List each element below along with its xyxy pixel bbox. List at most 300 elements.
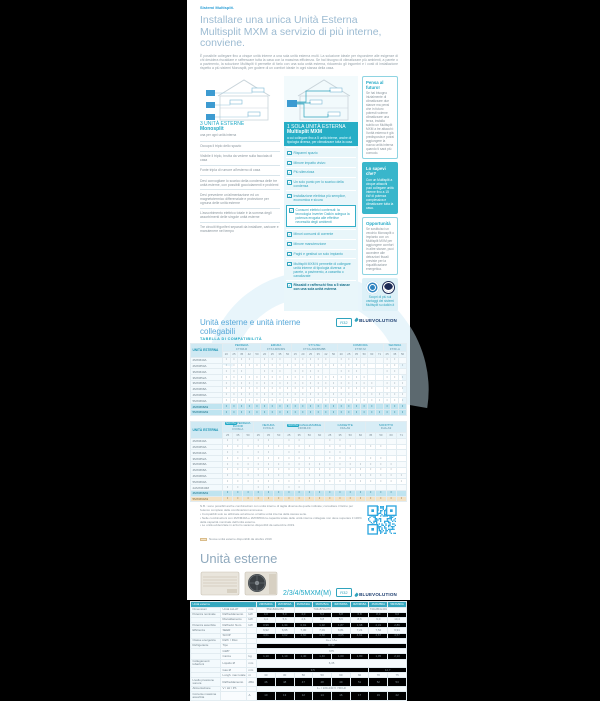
compat-dot-cell: • [376,479,386,485]
size-header-cell: 60 [368,352,376,358]
cons-item: Devi prevedere un'alimentazione ed un magnetotermico differenziale e protezione per ognuna delle unità esterne [200,189,280,207]
compat-dot-cell: • [366,456,376,462]
compat-dot-cell: • [345,357,353,363]
compat-dot-cell: • [314,386,322,392]
spec-value-cell: 6,8 [313,618,332,623]
spec-row-label: Refrigerante [191,643,221,648]
compat-dot-cell: • [233,485,243,491]
compat-dot-cell: • [223,398,231,404]
compat-dot-cell: • [243,479,253,485]
spec-row-unit: kW [247,623,257,628]
compat-dot-cell: • [253,381,261,387]
compat-dot-cell: • [330,386,338,392]
compat-dot-cell: • [386,479,396,485]
compat-dot-cell: • [223,461,233,467]
compat-dot-cell: • [245,375,253,381]
spec-row-sublabel: GWP [221,649,247,654]
compat-dot-cell: • [233,479,243,485]
compat-dot-cell: • [360,404,368,410]
compat-dot-cell: • [274,444,284,450]
compat-dot-cell: • [276,375,284,381]
spec-row-unit: kW [247,618,257,623]
checkmark-icon: ✓ [288,232,292,238]
compat-dot-cell: • [355,467,365,473]
compat-dot-cell: • [230,398,238,404]
page-header [187,0,410,71]
compat-dot-cell: • [335,490,345,496]
spec-value-cell: 50 [294,673,313,678]
outdoor-model-cell: 3MXM68A [191,461,223,467]
compat-dot-cell: • [243,473,253,479]
multisplit-title [287,125,355,136]
compat-dot-cell: • [261,404,269,410]
compat-dot-cell: • [396,479,406,485]
pros-item [286,177,356,190]
compat-dot-cell: • [314,375,322,381]
compat-dot-cell: • [243,456,253,462]
spec-value-cell: 5,2 [313,612,332,617]
badges-panel [362,278,398,311]
spec-row-label: Classe energetica [191,638,221,643]
compat-dot-cell: • [304,473,314,479]
outdoor-unit-photo-front [200,570,240,597]
compat-dot-cell: • [345,363,353,369]
spec-value-cell: 1,32 [313,623,332,628]
compat-dot-cell: • [274,490,284,496]
size-header-cell: 50 [360,352,368,358]
compat-dot-cell: • [314,357,322,363]
compat-dot-cell: • [291,404,299,410]
spec-row-sublabel [221,692,247,701]
compat-dot-cell: • [368,392,376,398]
compat-dot-cell: • [268,404,276,410]
compat-dot-cell: • [284,485,294,491]
compat-dot-cell: • [245,381,253,387]
compat-dot-cell: • [233,496,243,502]
compat-dot-cell: • [325,479,335,485]
bluevolution-label: BLUEVOLUTION [359,592,397,598]
spec-value-cell: 2,31 [369,623,388,628]
qr-code [367,505,397,535]
compat-dot-cell: • [345,461,355,467]
spec-value-cell: 46 [257,678,276,687]
compat-dot-cell: • [368,386,376,392]
spec-value-cell: 47 [294,678,313,687]
r32-chip: R32 [336,318,351,327]
compat-dot-cell: • [391,369,399,375]
compat-dot-cell: • [291,392,299,398]
size-header-cell: 50 [274,433,284,439]
compat-dot-cell: • [261,392,269,398]
compat-dot-cell: • [238,392,246,398]
spec-row-sublabel: V / Hz / Ph [221,687,247,692]
outdoor-unit-photo-angled [244,570,278,597]
compat-dot-cell: • [307,398,315,404]
spec-value-cell: 30 [275,673,294,678]
compat-dot-cell: • [284,444,294,450]
compat-dot-cell: • [230,357,238,363]
spec-value-cell: 6,8 [331,612,350,617]
compat-dot-cell: • [263,479,273,485]
compat-dot-cell: • [284,375,292,381]
compat-dot-cell: • [261,409,269,415]
compat-dot-cell: • [238,404,246,410]
spec-value-cell: 734x954x401 [350,607,406,612]
compat-dot-cell: • [383,409,391,415]
compat-dot-cell: • [276,398,284,404]
spec-row-label: Dimensioni [191,607,221,612]
spec-value-cell: 10,4 [388,618,407,623]
compat-dot-cell: • [391,392,399,398]
compat-dot-cell: • [353,392,361,398]
table-corner-label: UNITÀ ESTERNA [191,421,223,438]
spec-value-cell: 60 [331,673,350,678]
compat-dot-cell: • [322,357,330,363]
compat-dot-cell: • [230,375,238,381]
spec-row-unit: mm [247,668,257,673]
spec-value-cell: 19 [369,692,388,701]
compat-dot-cell: • [243,496,253,502]
compat-dot-cell: • [261,381,269,387]
outdoor-units-section [187,551,410,700]
note-line: N.B.: sono possibili anche combinazioni con unità interne di taglia diversa da quelle indicate; consultare il listino per l'elenco completo delle combinazioni ammesse. [200,504,354,513]
outdoor-model-cell: 4MXM80A [191,473,223,479]
spec-row-sublabel: Gas Ø [221,668,247,673]
compat-dot-cell: • [314,461,324,467]
size-header-cell: 20 [299,352,307,358]
compat-dot-cell: • [383,381,391,387]
compat-dot-cell: • [274,461,284,467]
compat-dot-cell: • [325,444,335,450]
compat-dot-cell: • [253,444,263,450]
compat-dot-cell: • [391,404,399,410]
compat-dot-cell: • [284,496,294,502]
spec-value-cell: 6,92 [257,628,276,633]
compat-dot-cell: • [366,496,376,502]
compat-dot-cell: • [337,392,345,398]
compat-dot-cell: • [376,456,386,462]
compat-dot-cell: • [294,444,304,450]
compat-dot-cell: • [345,456,355,462]
compat-dot-cell: • [263,456,273,462]
spec-row-label: Livello pressione sonora [191,678,221,687]
compat-dot-cell: • [360,392,368,398]
compat-dot-cell: • [345,386,353,392]
compat-dot-cell: • [294,485,304,491]
monosplit-cons-list [200,141,280,236]
spec-value-cell: 0,99 [257,623,276,628]
compat-dot-cell: • [274,496,284,502]
spec-model-header: 5MXM90A [388,602,407,607]
compat-dot-cell: • [294,496,304,502]
compat-dot-cell: • [355,479,365,485]
compat-dot-cell: • [268,398,276,404]
spec-value-cell: 4,0 [294,612,313,617]
compat-dot-cell: • [274,456,284,462]
compat-dot-cell: • [291,369,299,375]
compat-dot-cell: • [223,450,233,456]
compat-dot-cell: • [325,490,335,496]
badges-caption: Scopri di più sui vantaggi dei sistemi Multisplit su daikin.it [365,295,395,307]
compat-dot-cell: • [335,473,345,479]
compat-dot-cell: • [383,392,391,398]
compat-dot-cell: • [322,381,330,387]
cons-item: Devi convogliare lo scarico della condensa delle tre unità esterne, con possibili gocciolamenti e problemi [200,175,280,189]
compat-dot-cell: • [268,409,276,415]
size-header-cell: 60 [386,433,396,439]
spec-value-cell: 1,40 [313,654,332,659]
pros-item-label: Più silenziosa [293,170,315,175]
compat-dot-cell: • [386,490,396,496]
spec-table [190,601,407,700]
compat-dot-cell: • [299,404,307,410]
spec-row-unit: A [247,692,257,701]
spec-value-cell: 12 [294,692,313,701]
future-box [362,76,398,160]
outdoor-model-cell: 4MXM68A9 [191,404,223,410]
size-header-cell: 35 [294,433,304,439]
compat-dot-cell: • [223,409,231,415]
indoor-series-header: NOVITÀPERFERA FLOOR FVXM-A [223,421,254,432]
product-row [200,570,397,597]
compat-dot-cell: • [307,404,315,410]
future-box-title: Pensa al futuro! [366,79,384,90]
compat-dot-cell: • [335,479,345,485]
compat-dot-cell: • [223,363,231,369]
compat-dot-cell: • [391,381,399,387]
compat-dot-cell: • [345,490,355,496]
compat-dot-cell: • [268,375,276,381]
compat-dot-cell: • [391,363,399,369]
compat-dot-cell: • [299,386,307,392]
multisplit-column [284,76,358,311]
compat-dot-cell: • [314,404,322,410]
compat-dot-cell: • [399,381,407,387]
badges-row [365,281,395,294]
compat-dot-cell: • [291,409,299,415]
compat-dot-cell: • [360,398,368,404]
spec-row [191,659,407,668]
spec-value-cell: 1,60 [331,654,350,659]
compat-dot-cell: • [337,381,345,387]
compat-dot-cell: • [353,363,361,369]
compat-dot-cell: • [376,467,386,473]
compat-dot-cell: • [304,444,314,450]
spec-value-cell: 52 [369,678,388,687]
compat-dot-cell: • [386,461,396,467]
spec-value-cell: 50 [313,673,332,678]
pros-item-label: Multisplit MXM ti permette di collegare unità interne di tipologia diversa: a parete, a pavimento, a cassetta o canalizzate [293,261,351,278]
compat-dot-cell: • [284,392,292,398]
compat-dot-cell: • [386,473,396,479]
compat-dot-cell: • [345,473,355,479]
spec-row-sublabel: Unità AxLxP [221,607,247,612]
size-header-cell: 50 [399,352,407,358]
compat-dot-cell: • [276,381,284,387]
spec-value-cell: 2,86 [388,623,407,628]
compat-dot-cell: • [238,369,246,375]
compat-dot-cell: • [299,357,307,363]
compat-dot-cell: • [223,369,231,375]
cons-item: Occupa il triplo dello spazio [200,141,280,151]
spec-value-cell: 1,80 [350,654,369,659]
compat-dot-cell: • [355,461,365,467]
compat-dot-cell: • [284,467,294,473]
multisplit-header [284,122,358,147]
compatibility-table-wall-units [190,343,407,416]
compat-dot-cell: • [268,357,276,363]
size-header-cell: 50 [243,433,253,439]
compat-dot-cell: • [268,392,276,398]
compat-dot-cell: • [307,363,315,369]
size-header-cell: 60 [355,433,365,439]
compat-dot-cell: • [284,404,292,410]
spec-value-cell: 4,67 [369,633,388,638]
compat-dot-cell: • [391,357,399,363]
compat-dot-cell: • [307,392,315,398]
pros-item [286,229,356,239]
compat-dot-cell: • [284,398,292,404]
size-header-cell: 50 [376,433,386,439]
compat-dot-cell: • [360,363,368,369]
spec-value-cell: 2,10 [388,654,407,659]
compat-dot-cell: • [345,409,353,415]
size-header-cell: 25 [253,433,263,439]
cons-item: Tre circuiti frigoriferi separati da installare, caricare e manutenere nel tempo [200,222,280,236]
outdoor-model-cell: 5MXM90A [191,398,223,404]
compat-dot-cell: • [253,398,261,404]
spec-value-cell: 8,6 [350,618,369,623]
compat-dot-cell: • [291,398,299,404]
compat-dot-cell: • [396,473,406,479]
pros-item-label: Paghi e gestisci un solo impianto [293,251,343,256]
monosplit-subtitle: una per ogni unità interna [200,132,237,137]
compat-dot-cell: • [322,404,330,410]
compat-dot-cell: • [366,490,376,496]
compat-dot-cell: • [284,490,294,496]
compat-dot-cell: • [261,369,269,375]
house-diagram-monosplit [200,76,280,122]
compat-dot-cell: • [294,473,304,479]
multisplit-title-line1: 1 SOLA UNITÀ ESTERNA [287,123,346,130]
compat-dot-cell: • [253,409,261,415]
outdoor-model-cell: 4MXM80A [191,392,223,398]
pros-item [286,190,356,203]
compat-dot-cell: • [268,369,276,375]
compat-dot-cell: • [294,450,304,456]
monosplit-title-line1: 3 UNITÀ ESTERNE [200,120,245,127]
spec-value-cell: 14 [313,692,332,701]
spec-value-cell: 13 [275,692,294,701]
compat-dot-cell: • [291,381,299,387]
spec-row-unit: kW [247,612,257,617]
compatibility-table-other-units [190,421,407,503]
size-header-cell: 20 [261,352,269,358]
spec-value-cell: 9,5 [257,668,369,673]
compat-dot-cell: • [284,450,294,456]
compat-dot-cell: • [299,363,307,369]
compat-dot-cell: • [276,404,284,410]
comparison-section [200,76,398,311]
monosplit-column [200,76,280,311]
pros-item [286,205,356,227]
compat-dot-cell: • [263,485,273,491]
compat-dot-cell: • [307,386,315,392]
compat-dot-cell: • [299,369,307,375]
compat-dot-cell: • [238,398,246,404]
size-header-cell: 25 [325,433,335,439]
spec-value-cell: 4,57 [388,633,407,638]
compat-dot-cell: • [399,392,407,398]
compat-dot-cell: • [233,473,243,479]
spec-row-sublabel: Raffredd. Nom. [221,623,247,628]
compat-dot-cell: • [391,398,399,404]
compat-dot-cell: • [345,467,355,473]
compat-dot-cell: • [330,404,338,410]
compat-dot-cell: • [223,456,233,462]
spec-row-sublabel: SCOP [221,633,247,638]
compat-dot-cell: • [223,467,233,473]
indoor-series-header: COMFORA FTXP-M [337,343,383,351]
compat-dot-cell: • [304,479,314,485]
compat-dot-cell: • [233,461,243,467]
size-header-cell: 35 [263,433,273,439]
compat-dot-cell: • [330,381,338,387]
outdoor-model-cell: 4MXM68A [191,386,223,392]
compat-dot-cell: • [353,398,361,404]
outdoor-model-cell: 4MXM68A [191,467,223,473]
pros-item [286,147,356,157]
outdoor-model-cell: 2MXM40A [191,357,223,363]
compat-dot-cell: • [314,363,322,369]
compat-dot-cell: • [253,490,263,496]
spec-value-cell: 8,0 [369,612,388,617]
section-kicker: Sistemi Multisplit. [200,5,235,10]
outdoor-model-cell: 2MXM40A [191,438,223,444]
compat-dot-cell: • [223,444,233,450]
size-header-cell: 20 [223,352,231,358]
compat-dot-cell: • [353,369,361,375]
sidebar-column [362,76,398,311]
compat-dot-cell: • [268,363,276,369]
bluevolution-label: BLUEVOLUTION [359,317,397,323]
spec-model-header: 4MXM80A [369,602,388,607]
outdoor-model-cell: 5MXM90A9 [191,496,223,502]
spec-value-cell: 12,7 [369,668,407,673]
spec-value-cell: A++ / A+ [257,638,407,643]
compat-dot-cell: • [230,369,238,375]
spec-value-cell: 4,60 [294,633,313,638]
compat-dot-cell: • [355,496,365,502]
compat-dot-cell: • [360,381,368,387]
outdoor-model-cell: 3MXM68A [191,381,223,387]
compat-dot-cell: • [276,357,284,363]
spec-value-cell: 4,65 [331,633,350,638]
spec-value-cell: 75 [388,673,407,678]
multisplit-title-line2: Multisplit MXM [287,129,322,136]
compat-dot-cell: • [330,363,338,369]
spec-row-label: Alimentazione [191,687,221,692]
spec-value-cell: 1,95 [369,654,388,659]
size-header-cell: 25 [230,352,238,358]
compat-dot-cell: • [307,375,315,381]
model-range-label: 2/3/4/5MXM(M) [283,590,332,598]
spec-value-cell: 6,95 [275,628,294,633]
compat-dot-cell: • [274,479,284,485]
compat-dot-cell: • [337,363,345,369]
compat-dot-cell: • [335,467,345,473]
compat-dot-cell: • [307,409,315,415]
